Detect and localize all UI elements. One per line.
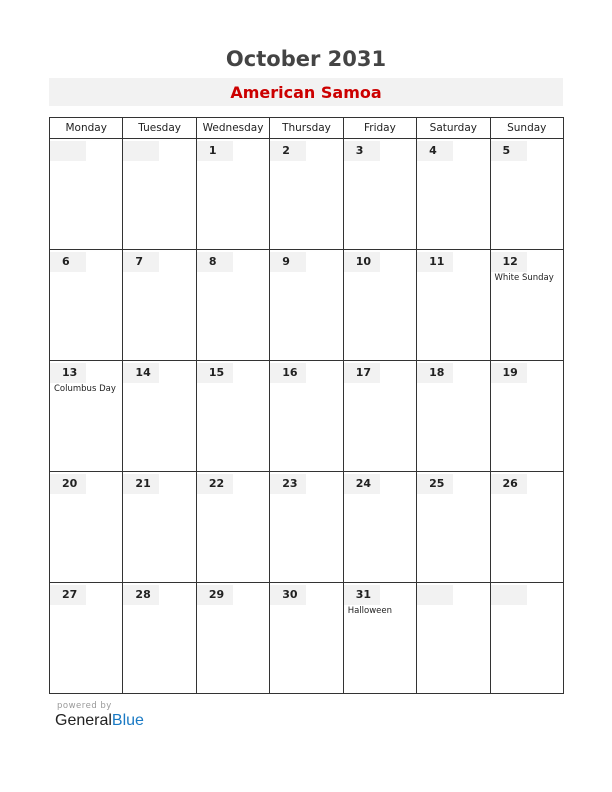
weekday-sunday: Sunday: [490, 118, 563, 139]
day-number: 29: [197, 585, 233, 605]
day-number: 12: [491, 252, 527, 272]
calendar-day-cell[interactable]: [343, 361, 416, 472]
holiday-label: Halloween: [347, 606, 393, 616]
calendar-day-cell[interactable]: [417, 583, 490, 694]
day-number: 25: [417, 474, 453, 494]
calendar-day-cell[interactable]: [196, 250, 269, 361]
day-number: 10: [344, 252, 380, 272]
calendar-day-cell[interactable]: [50, 472, 123, 583]
day-number: [50, 141, 86, 161]
day-number: 1: [197, 141, 233, 161]
calendar-day-cell[interactable]: [196, 139, 269, 250]
calendar-title: October 2031: [225, 47, 387, 71]
calendar-day-cell[interactable]: [417, 139, 490, 250]
day-number: 26: [491, 474, 527, 494]
calendar-day-cell[interactable]: [50, 250, 123, 361]
day-number: 7: [123, 252, 159, 272]
day-number: 20: [50, 474, 86, 494]
calendar-day-cell[interactable]: [490, 361, 563, 472]
calendar-day-cell[interactable]: [417, 361, 490, 472]
day-number: 11: [417, 252, 453, 272]
weekday-thursday: Thursday: [270, 118, 343, 139]
region-name: American Samoa: [230, 83, 382, 102]
calendar-day-cell[interactable]: [50, 361, 123, 472]
calendar-week-row: [50, 361, 564, 472]
calendar-day-cell[interactable]: [123, 139, 196, 250]
brand-general-text: General: [55, 712, 112, 729]
day-number: 24: [344, 474, 380, 494]
calendar-day-cell[interactable]: [343, 583, 416, 694]
day-number: 21: [123, 474, 159, 494]
day-number: 18: [417, 363, 453, 383]
day-number: [123, 141, 159, 161]
day-number: 27: [50, 585, 86, 605]
calendar-week-row: [50, 139, 564, 250]
calendar-day-cell[interactable]: [123, 250, 196, 361]
day-number: 5: [491, 141, 527, 161]
calendar-day-cell[interactable]: [490, 250, 563, 361]
day-number: 9: [270, 252, 306, 272]
day-number: 2: [270, 141, 306, 161]
calendar-day-cell[interactable]: [270, 139, 343, 250]
calendar-day-cell[interactable]: [196, 361, 269, 472]
calendar-day-cell[interactable]: [50, 583, 123, 694]
calendar-day-cell[interactable]: [417, 472, 490, 583]
weekday-wednesday: Wednesday: [196, 118, 269, 139]
day-number: [417, 585, 453, 605]
calendar-day-cell[interactable]: [417, 250, 490, 361]
calendar-day-cell[interactable]: [270, 250, 343, 361]
calendar-day-cell[interactable]: [343, 250, 416, 361]
day-number: 19: [491, 363, 527, 383]
calendar-week-row: [50, 583, 564, 694]
calendar-week-row: [50, 250, 564, 361]
day-number: 3: [344, 141, 380, 161]
calendar-day-cell[interactable]: [490, 139, 563, 250]
day-number: 31: [344, 585, 380, 605]
calendar-body: [50, 139, 564, 694]
holiday-label: White Sunday: [494, 273, 554, 283]
brand-logo[interactable]: [55, 712, 144, 730]
calendar-day-cell[interactable]: [196, 583, 269, 694]
day-number: 6: [50, 252, 86, 272]
day-number: 15: [197, 363, 233, 383]
day-number: 28: [123, 585, 159, 605]
calendar-week-row: [50, 472, 564, 583]
region-banner: [49, 78, 563, 106]
day-number: 30: [270, 585, 306, 605]
calendar-day-cell[interactable]: [343, 472, 416, 583]
calendar-day-cell[interactable]: [270, 583, 343, 694]
weekday-friday: Friday: [343, 118, 416, 139]
weekday-saturday: Saturday: [417, 118, 490, 139]
calendar-day-cell[interactable]: [270, 361, 343, 472]
weekday-monday: Monday: [50, 118, 123, 139]
calendar-day-cell[interactable]: [490, 583, 563, 694]
calendar-day-cell[interactable]: [123, 472, 196, 583]
powered-by-label: powered by: [57, 701, 112, 711]
calendar-day-cell[interactable]: [270, 472, 343, 583]
weekday-tuesday: Tuesday: [123, 118, 196, 139]
day-number: 4: [417, 141, 453, 161]
day-number: 17: [344, 363, 380, 383]
day-number: 16: [270, 363, 306, 383]
holiday-label: Columbus Day: [54, 384, 116, 394]
brand-blue-text: Blue: [111, 712, 144, 729]
day-number: 23: [270, 474, 306, 494]
day-number: 22: [197, 474, 233, 494]
calendar-day-cell[interactable]: [196, 472, 269, 583]
calendar-day-cell[interactable]: [123, 583, 196, 694]
day-number: [491, 585, 527, 605]
day-number: 8: [197, 252, 233, 272]
day-number: 13: [50, 363, 86, 383]
calendar-grid: [49, 117, 564, 694]
day-number: 14: [123, 363, 159, 383]
calendar-day-cell[interactable]: [343, 139, 416, 250]
calendar-day-cell[interactable]: [50, 139, 123, 250]
weekday-header-row: [50, 118, 564, 139]
calendar-day-cell[interactable]: [490, 472, 563, 583]
calendar-day-cell[interactable]: [123, 361, 196, 472]
